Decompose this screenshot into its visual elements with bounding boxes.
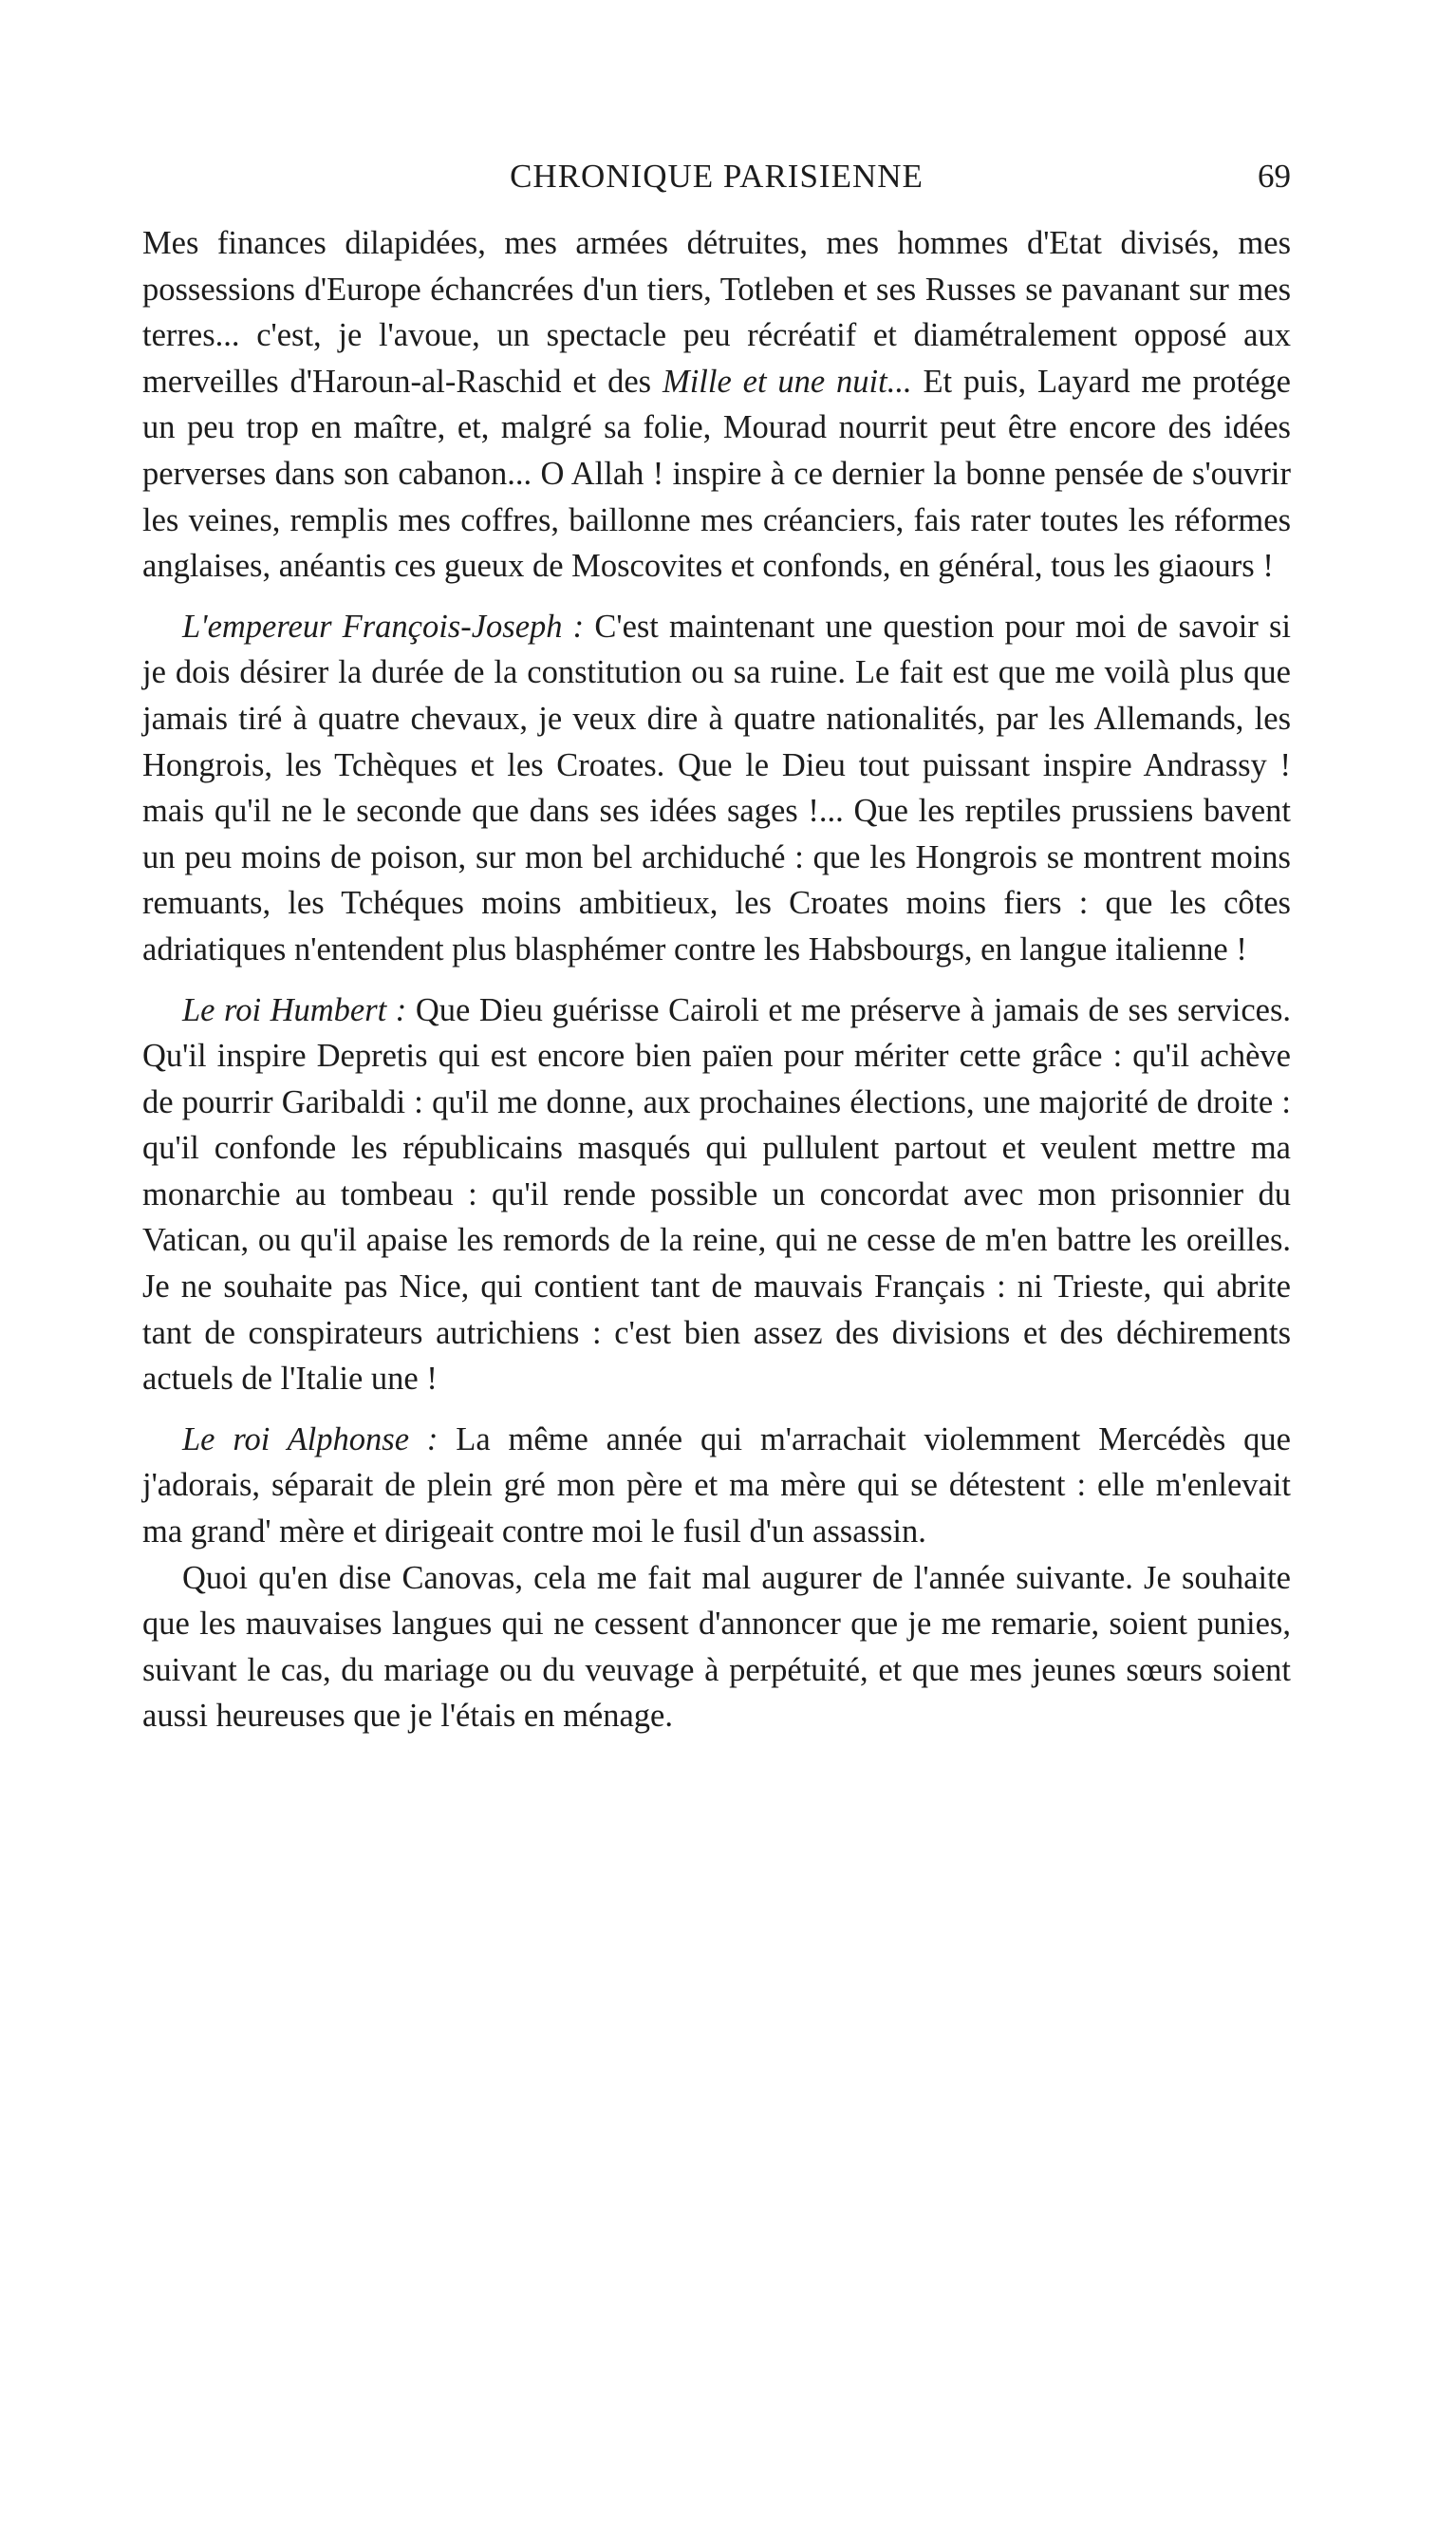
paragraph-text: Quoi qu'en dise Canovas, cela me fait mal augurer de l'année suivante. Je souhaite que les mauvaises langues qui ne cessent d'annoncer que je me remarie, soient punies, suivant le cas, du mariage ou du veuvage à perpétuité, et que mes jeunes sœurs soient aussi heureuses que je l'étais en ménage.: [142, 1559, 1291, 1735]
speaker-label: Le roi Humbert :: [182, 991, 407, 1028]
paragraph-text: Et puis, Layard me protége un peu trop en maître, et, malgré sa folie, Mourad nourrit peut être encore des idées perverses dans son cabanon... O Allah ! inspire à ce dernier la bonne pensée de s'ouvrir les veines, remplis mes coffres, baillonne mes créanciers, fais rater toutes les réformes anglaises, anéantis ces gueux de Moscovites et confonds, en général, tous les giaours !: [142, 363, 1291, 585]
running-header: [142, 158, 1291, 205]
paragraph-text: Mes finances dilapidées, mes armées détruites, mes hommes d'Etat divisés, mes possessions d'Europe échancrées d'un tiers, Totleben et ses Russes se pavanant sur mes terres... c'est, je l'avoue, un spectacle peu récréatif et diamétralement opposé aux merveilles d'Haroun-al-Raschid et des: [142, 225, 1291, 400]
paragraph-sultan: [142, 220, 1291, 590]
paragraph-humbert: [142, 987, 1291, 1402]
paragraph-text: Que Dieu guérisse Cairoli et me préserve à jamais de ses services. Qu'il inspire Depretis qui est encore bien païen pour mériter cette grâce : qu'il achève de pourrir Garibaldi : qu'il me donne, aux prochaines élections, une majorité de droite : qu'il confonde les républicains masqués qui pullulent partout et veulent mettre ma monarchie au tombeau : qu'il rende possible un concordat avec mon prisonnier du Vatican, ou qu'il apaise les remords de la reine, qui ne cesse de m'en battre les oreilles. Je ne souhaite pas Nice, qui contient tant de mauvais Français : ni Trieste, qui abrite tant de conspirateurs autrichiens : c'est bien assez des divisions et des déchirements actuels de l'Italie une !: [142, 991, 1292, 1398]
body-text: [142, 220, 1291, 1739]
paragraph-text: C'est maintenant une question pour moi de savoir si je dois désirer la durée de la constitution ou sa ruine. Le fait est que me voilà plus que jamais tiré à quatre chevaux, je veux dire à quatre nationalités, par les Allemands, les Hongrois, les Tchèques et les Croates. Que le Dieu tout puissant inspire Andrassy ! mais qu'il ne le seconde que dans ses idées sages !... Que les reptiles prussiens bavent un peu moins de poison, sur mon bel archiduché : que les Hongrois se montrent moins remuants, les Tchéques moins ambitieux, les Croates moins fiers : que les côtes adriatiques n'entendent plus blasphémer contre les Habsbourgs, en langue italienne !: [142, 608, 1291, 968]
paragraph-alphonse-continued: [142, 1555, 1291, 1739]
book-title-mille-et-une-nuit: Mille et une nuit...: [662, 363, 912, 400]
paragraph-alphonse: [142, 1417, 1291, 1555]
running-title: CHRONIQUE PARISIENNE: [510, 158, 924, 195]
paragraph-francois-joseph: [142, 604, 1291, 973]
speaker-label: Le roi Alphonse :: [182, 1420, 439, 1457]
paragraph-text: La même année qui m'arrachait violemment Mercédès que j'adorais, séparait de plein gré mon père et ma mère qui se détestent : elle m'enlevait ma grand' mère et dirigeait contre moi le fusil d'un assassin.: [142, 1420, 1291, 1550]
page-number: 69: [1258, 158, 1291, 195]
speaker-label: L'empereur François-Joseph :: [182, 608, 585, 645]
